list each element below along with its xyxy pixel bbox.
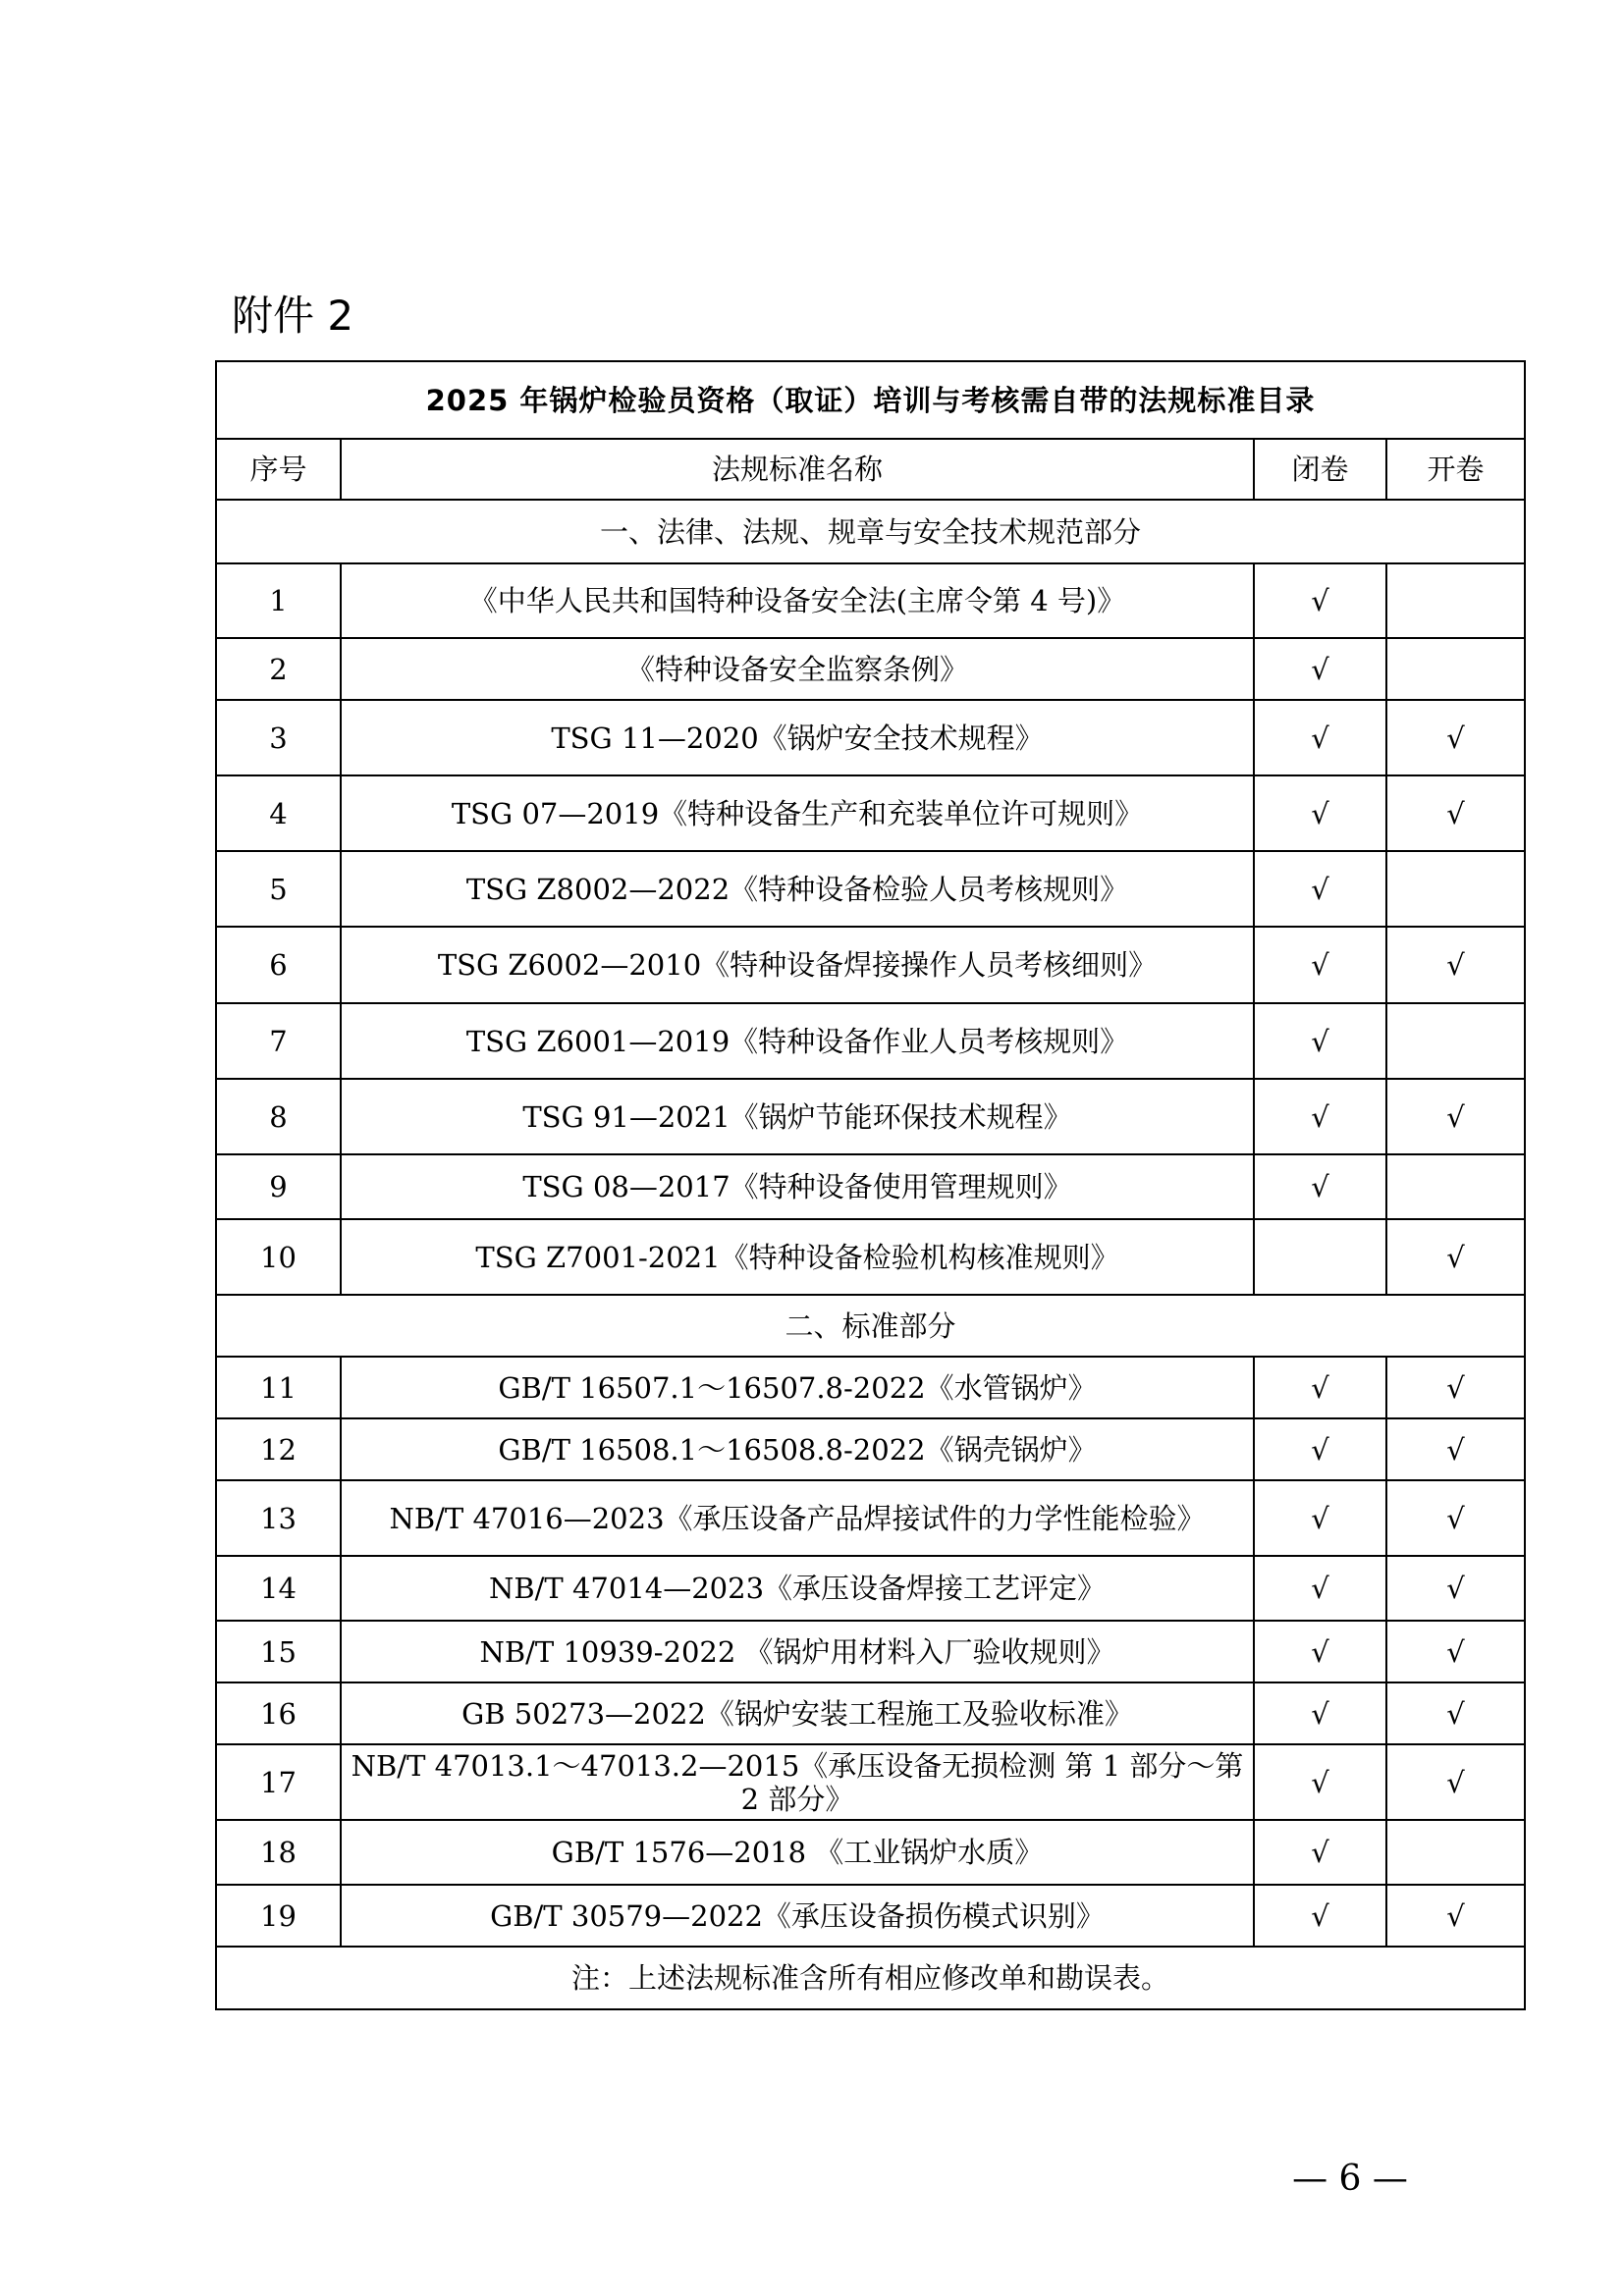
- table-row: [216, 1154, 1525, 1219]
- row-no: 1: [216, 563, 341, 638]
- row-open-mark: √: [1386, 1556, 1525, 1621]
- row-name: GB/T 30579—2022《承压设备损伤模式识别》: [341, 1885, 1254, 1947]
- row-name: TSG Z8002—2022《特种设备检验人员考核规则》: [341, 851, 1254, 927]
- table-row: [216, 1820, 1525, 1885]
- row-closed-mark: √: [1254, 1079, 1386, 1154]
- row-closed-mark: [1254, 1219, 1386, 1295]
- section-heading-row: [216, 1295, 1525, 1357]
- row-no: 12: [216, 1418, 341, 1480]
- table-note: 注：上述法规标准含所有相应修改单和勘误表。: [216, 1947, 1525, 2009]
- row-open-mark: [1386, 1003, 1525, 1079]
- row-no: 9: [216, 1154, 341, 1219]
- row-open-mark: √: [1386, 775, 1525, 851]
- row-closed-mark: √: [1254, 1885, 1386, 1947]
- row-name: GB/T 1576—2018 《工业锅炉水质》: [341, 1820, 1254, 1885]
- row-name: NB/T 47016—2023《承压设备产品焊接试件的力学性能检验》: [341, 1480, 1254, 1556]
- row-no: 16: [216, 1682, 341, 1744]
- section-heading: 一、法律、法规、规章与安全技术规范部分: [216, 500, 1525, 563]
- title-row: [216, 361, 1525, 439]
- row-closed-mark: √: [1254, 1418, 1386, 1480]
- row-open-mark: √: [1386, 1744, 1525, 1820]
- row-closed-mark: √: [1254, 851, 1386, 927]
- row-name: GB/T 16507.1～16507.8-2022《水管锅炉》: [341, 1357, 1254, 1418]
- row-open-mark: √: [1386, 700, 1525, 775]
- row-name: TSG 07—2019《特种设备生产和充装单位许可规则》: [341, 775, 1254, 851]
- table-row: [216, 1418, 1525, 1480]
- table-row: [216, 1480, 1525, 1556]
- row-open-mark: [1386, 638, 1525, 700]
- table-row: [216, 1885, 1525, 1947]
- row-closed-mark: √: [1254, 700, 1386, 775]
- row-open-mark: [1386, 1154, 1525, 1219]
- table-row: [216, 1621, 1525, 1682]
- table-row: [216, 563, 1525, 638]
- row-no: 17: [216, 1744, 341, 1820]
- row-no: 4: [216, 775, 341, 851]
- table-row: [216, 1556, 1525, 1621]
- table-row: [216, 1219, 1525, 1295]
- table-row: [216, 1003, 1525, 1079]
- row-closed-mark: √: [1254, 563, 1386, 638]
- row-closed-mark: √: [1254, 775, 1386, 851]
- table-row: [216, 927, 1525, 1003]
- row-no: 14: [216, 1556, 341, 1621]
- row-closed-mark: √: [1254, 638, 1386, 700]
- attachment-label: 附件 2: [232, 292, 354, 340]
- row-name: NB/T 10939-2022 《锅炉用材料入厂验收规则》: [341, 1621, 1254, 1682]
- row-name: TSG Z6002—2010《特种设备焊接操作人员考核细则》: [341, 927, 1254, 1003]
- row-no: 13: [216, 1480, 341, 1556]
- row-no: 10: [216, 1219, 341, 1295]
- row-open-mark: √: [1386, 1357, 1525, 1418]
- row-open-mark: √: [1386, 1480, 1525, 1556]
- row-open-mark: √: [1386, 1621, 1525, 1682]
- table-row: [216, 700, 1525, 775]
- row-no: 5: [216, 851, 341, 927]
- row-open-mark: [1386, 1820, 1525, 1885]
- row-open-mark: √: [1386, 927, 1525, 1003]
- row-closed-mark: √: [1254, 1480, 1386, 1556]
- row-closed-mark: √: [1254, 1556, 1386, 1621]
- section-heading-row: [216, 500, 1525, 563]
- row-no: 6: [216, 927, 341, 1003]
- row-open-mark: √: [1386, 1079, 1525, 1154]
- row-name: NB/T 47014—2023《承压设备焊接工艺评定》: [341, 1556, 1254, 1621]
- row-open-mark: √: [1386, 1885, 1525, 1947]
- header-open: 开卷: [1386, 439, 1525, 500]
- row-no: 18: [216, 1820, 341, 1885]
- row-no: 8: [216, 1079, 341, 1154]
- table-row: [216, 638, 1525, 700]
- table-row: [216, 1357, 1525, 1418]
- row-closed-mark: √: [1254, 927, 1386, 1003]
- row-no: 2: [216, 638, 341, 700]
- header-closed: 闭卷: [1254, 439, 1386, 500]
- row-name: TSG 91—2021《锅炉节能环保技术规程》: [341, 1079, 1254, 1154]
- row-name: TSG 11—2020《锅炉安全技术规程》: [341, 700, 1254, 775]
- row-open-mark: √: [1386, 1418, 1525, 1480]
- row-closed-mark: √: [1254, 1003, 1386, 1079]
- section-heading: 二、标准部分: [216, 1295, 1525, 1357]
- row-name: GB 50273—2022《锅炉安装工程施工及验收标准》: [341, 1682, 1254, 1744]
- row-closed-mark: √: [1254, 1820, 1386, 1885]
- row-open-mark: [1386, 851, 1525, 927]
- row-closed-mark: √: [1254, 1357, 1386, 1418]
- row-closed-mark: √: [1254, 1621, 1386, 1682]
- row-name: GB/T 16508.1～16508.8-2022《锅壳锅炉》: [341, 1418, 1254, 1480]
- row-no: 3: [216, 700, 341, 775]
- row-name: TSG Z7001-2021《特种设备检验机构核准规则》: [341, 1219, 1254, 1295]
- row-no: 15: [216, 1621, 341, 1682]
- row-no: 11: [216, 1357, 341, 1418]
- table-row: [216, 851, 1525, 927]
- header-no: 序号: [216, 439, 341, 500]
- row-name: 《特种设备安全监察条例》: [341, 638, 1254, 700]
- row-name: TSG Z6001—2019《特种设备作业人员考核规则》: [341, 1003, 1254, 1079]
- row-name: 《中华人民共和国特种设备安全法(主席令第 4 号)》: [341, 563, 1254, 638]
- table-row: [216, 1682, 1525, 1744]
- table-row: [216, 1744, 1525, 1820]
- note-row: [216, 1947, 1525, 2009]
- row-open-mark: √: [1386, 1682, 1525, 1744]
- table-title: 2025 年锅炉检验员资格（取证）培训与考核需自带的法规标准目录: [216, 361, 1525, 439]
- row-closed-mark: √: [1254, 1682, 1386, 1744]
- header-name: 法规标准名称: [341, 439, 1254, 500]
- table-row: [216, 1079, 1525, 1154]
- row-open-mark: √: [1386, 1219, 1525, 1295]
- row-name: TSG 08—2017《特种设备使用管理规则》: [341, 1154, 1254, 1219]
- regulation-table: [215, 360, 1526, 2010]
- row-no: 7: [216, 1003, 341, 1079]
- row-open-mark: [1386, 563, 1525, 638]
- row-name: NB/T 47013.1～47013.2—2015《承压设备无损检测 第 1 部分～第 2 部分》: [341, 1744, 1254, 1820]
- table-row: [216, 775, 1525, 851]
- row-no: 19: [216, 1885, 341, 1947]
- row-closed-mark: √: [1254, 1154, 1386, 1219]
- header-row: [216, 439, 1525, 500]
- page-number: — 6 —: [1292, 2159, 1408, 2199]
- row-closed-mark: √: [1254, 1744, 1386, 1820]
